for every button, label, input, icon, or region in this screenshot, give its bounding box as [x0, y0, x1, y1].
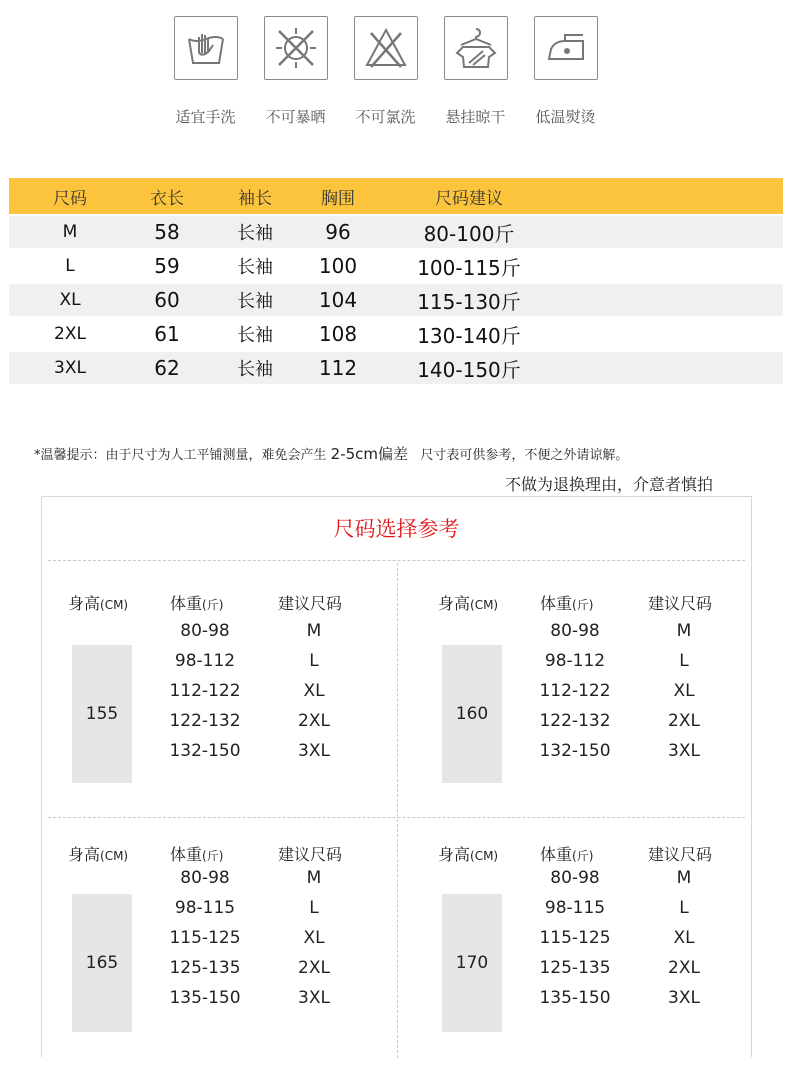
- panel-title: 尺码选择参考: [333, 517, 460, 541]
- note-text-b: 2-5cm偏差: [330, 445, 409, 463]
- header-suggestion: 尺码建议: [435, 188, 503, 209]
- low-iron-icon: [534, 16, 598, 80]
- table-row: [9, 352, 783, 384]
- cell-suggestion: 140-150斤: [417, 357, 521, 382]
- reference-rows: [412, 868, 767, 1018]
- height-header: 身高(CM): [68, 594, 129, 613]
- height-value: 160: [442, 645, 502, 783]
- care-instructions: [172, 16, 599, 127]
- note-text-c: 尺寸表可供参考，不便之外请谅解。: [420, 448, 629, 463]
- list-item: 98-115 L: [544, 898, 689, 918]
- cell-chest: 96: [325, 220, 351, 244]
- reference-block-170: [412, 842, 767, 1092]
- cell-chest: 104: [318, 288, 358, 312]
- list-item: 112-122 XL: [539, 681, 695, 701]
- care-item-no-bleach: [352, 16, 419, 127]
- list-item: 115-125 XL: [169, 928, 325, 948]
- list-item: 115-125 XL: [539, 928, 695, 948]
- list-item: 80-98 M: [180, 868, 322, 888]
- list-item: 125-135 2XL: [539, 958, 700, 978]
- cell-length: 60: [154, 288, 180, 312]
- care-label: 不可氯洗: [355, 108, 416, 126]
- care-label: 适宜手洗: [175, 108, 236, 126]
- list-item: 122-132 2XL: [169, 711, 330, 731]
- header-length: 衣长: [150, 188, 184, 209]
- height-header: 身高(CM): [68, 845, 129, 864]
- list-item: 80-98 M: [550, 868, 692, 888]
- list-item: 98-112 L: [174, 651, 319, 671]
- table-row: [9, 250, 783, 282]
- weight-header: 体重(斤): [540, 594, 594, 613]
- cell-suggestion: 80-100斤: [423, 221, 515, 246]
- hand-wash-icon: [174, 16, 238, 80]
- cell-length: 59: [154, 254, 180, 278]
- size-header: 建议尺码: [648, 594, 713, 613]
- list-item: 80-98 M: [180, 621, 322, 641]
- care-label: 不可暴晒: [265, 108, 326, 126]
- note-text-a: *温馨提示：由于尺寸为人工平铺测量，难免会产生: [34, 448, 327, 463]
- cell-size: XL: [59, 290, 81, 310]
- weight-header: 体重(斤): [170, 594, 224, 613]
- reference-block-165: [42, 842, 397, 1092]
- divider: [397, 563, 398, 1058]
- table-row: [9, 318, 783, 350]
- cell-length: 61: [154, 322, 180, 346]
- cell-sleeve: 长袖: [237, 291, 273, 312]
- care-label: 低温熨烫: [535, 108, 596, 126]
- header-chest: 胸围: [321, 188, 355, 209]
- care-item-no-sun: [262, 16, 329, 127]
- weight-header: 体重(斤): [170, 845, 224, 864]
- care-item-hang-dry: [442, 16, 509, 127]
- cell-sleeve: 长袖: [237, 257, 273, 278]
- list-item: 125-135 2XL: [169, 958, 330, 978]
- divider: [48, 560, 745, 561]
- return-note: 不做为退换理由，介意者慎拍: [505, 475, 714, 494]
- table-row: [9, 216, 783, 248]
- list-item: 135-150 3XL: [169, 988, 330, 1008]
- cell-sleeve: 长袖: [237, 359, 273, 380]
- list-item: 135-150 3XL: [539, 988, 700, 1008]
- size-header: 建议尺码: [278, 845, 343, 864]
- care-label: 悬挂晾干: [445, 108, 506, 126]
- cell-suggestion: 115-130斤: [417, 289, 521, 314]
- hang-dry-icon: [444, 16, 508, 80]
- measurement-note: [34, 443, 628, 464]
- reference-block-155: [42, 591, 397, 841]
- height-value: 170: [442, 894, 502, 1032]
- cell-size: 2XL: [54, 324, 86, 344]
- cell-length: 62: [154, 356, 180, 380]
- size-table-header: [9, 178, 783, 214]
- height-value: 155: [72, 645, 132, 783]
- cell-suggestion: 100-115斤: [417, 255, 521, 280]
- cell-sleeve: 长袖: [237, 223, 273, 244]
- size-reference-panel: [41, 496, 752, 1057]
- size-header: 建议尺码: [278, 594, 343, 613]
- height-header: 身高(CM): [438, 845, 499, 864]
- list-item: 98-112 L: [544, 651, 689, 671]
- list-item: 80-98 M: [550, 621, 692, 641]
- cell-chest: 108: [318, 322, 358, 346]
- size-table: [9, 178, 783, 384]
- cell-chest: 112: [318, 356, 358, 380]
- list-item: 98-115 L: [174, 898, 319, 918]
- no-sun-dry-icon: [264, 16, 328, 80]
- list-item: 112-122 XL: [169, 681, 325, 701]
- cell-sleeve: 长袖: [237, 325, 273, 346]
- cell-suggestion: 130-140斤: [417, 323, 521, 348]
- header-size: 尺码: [53, 188, 87, 209]
- cell-size: 3XL: [54, 358, 86, 378]
- size-header: 建议尺码: [648, 845, 713, 864]
- height-header: 身高(CM): [438, 594, 499, 613]
- list-item: 132-150 3XL: [169, 741, 330, 761]
- reference-block-160: [412, 591, 767, 841]
- reference-rows: [42, 868, 397, 1018]
- list-item: 132-150 3XL: [539, 741, 700, 761]
- header-sleeve: 袖长: [238, 188, 272, 209]
- care-item-hand-wash: [172, 16, 239, 127]
- care-item-low-iron: [532, 16, 599, 127]
- reference-rows: [412, 621, 767, 771]
- table-row: [9, 284, 783, 316]
- no-bleach-icon: [354, 16, 418, 80]
- cell-size: M: [62, 222, 78, 242]
- cell-size: L: [65, 256, 75, 276]
- cell-length: 58: [154, 220, 180, 244]
- weight-header: 体重(斤): [540, 845, 594, 864]
- reference-rows: [42, 621, 397, 771]
- height-value: 165: [72, 894, 132, 1032]
- list-item: 122-132 2XL: [539, 711, 700, 731]
- cell-chest: 100: [318, 254, 358, 278]
